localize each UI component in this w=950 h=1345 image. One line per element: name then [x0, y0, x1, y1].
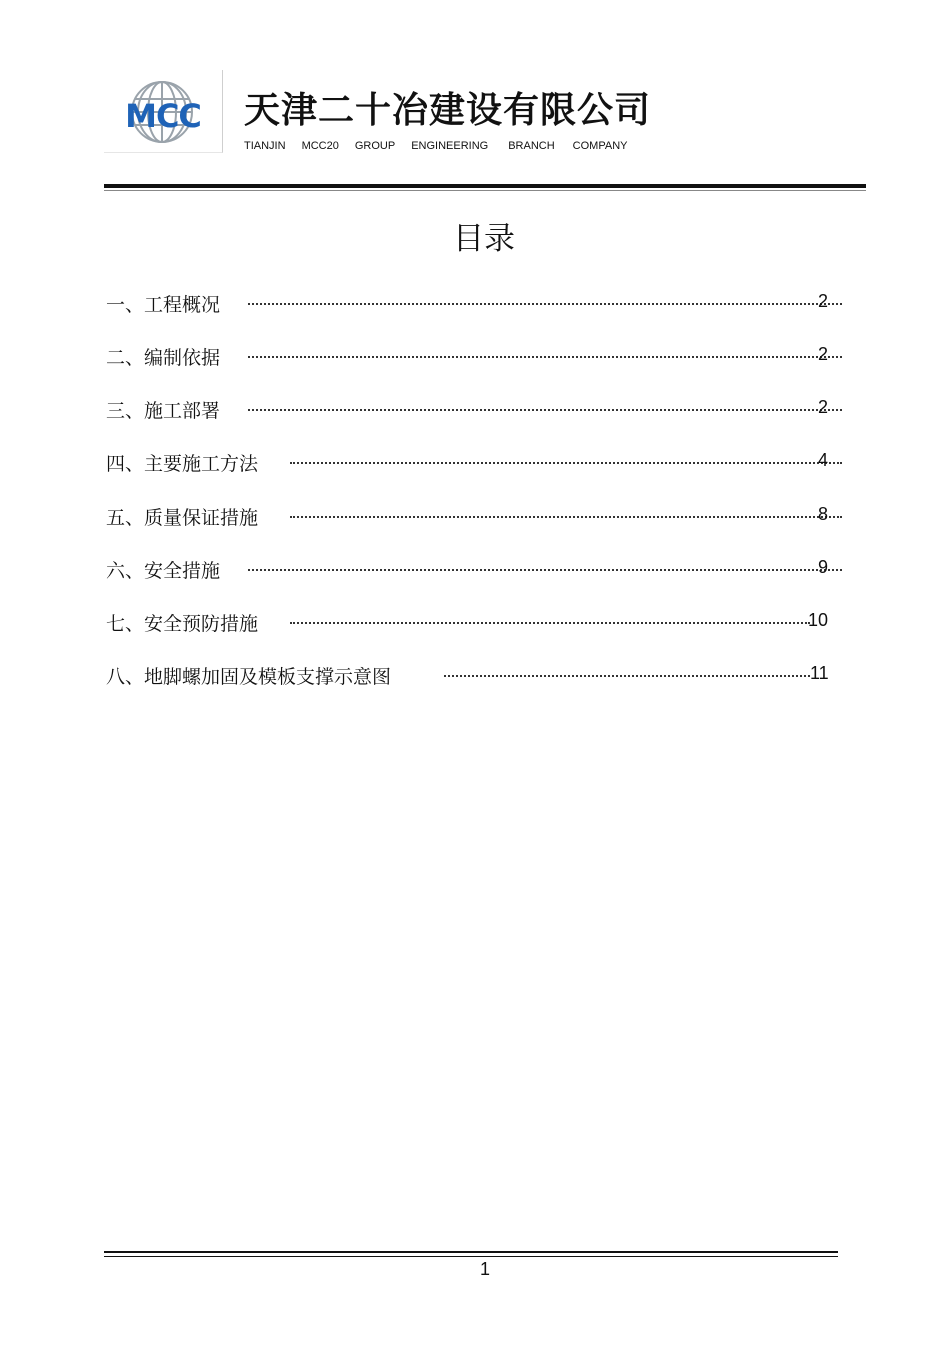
company-en-word: MCC20	[301, 140, 339, 152]
company-en-word: GROUP	[354, 140, 396, 152]
company-logo	[104, 70, 223, 153]
toc-entry-label: 一、工程概况	[106, 294, 221, 316]
toc-entry-page: 2	[818, 291, 829, 311]
toc-entry[interactable]	[106, 449, 842, 479]
toc-leader-dots	[290, 462, 842, 464]
toc-entry[interactable]	[106, 290, 842, 320]
footer-divider	[104, 1251, 838, 1253]
toc-entry[interactable]	[106, 343, 842, 373]
company-name: 天津二十冶建设有限公司	[244, 90, 652, 131]
company-en-word: TIANJIN	[244, 140, 286, 152]
footer-divider-thin	[104, 1256, 838, 1257]
header-divider-thin	[104, 190, 866, 191]
toc-entry[interactable]	[106, 396, 842, 426]
toc-entry-label: 二、编制依据	[106, 347, 221, 369]
toc-entry-label: 五、质量保证措施	[106, 507, 259, 529]
mcc-globe-logo	[104, 70, 222, 152]
company-name-english	[244, 140, 643, 152]
toc-entry[interactable]	[106, 503, 842, 533]
toc-leader-dots	[444, 675, 810, 677]
toc-entry-page: 8	[818, 504, 829, 524]
toc-entry-label: 三、施工部署	[106, 400, 221, 422]
toc-entry-label: 八、地脚螺加固及模板支撑示意图	[106, 666, 392, 688]
toc-leader-dots	[248, 409, 842, 411]
company-en-word: COMPANY	[572, 140, 628, 152]
company-en-word: BRANCH	[508, 140, 555, 152]
toc-entry-page: 2	[818, 344, 829, 364]
toc-entry[interactable]	[106, 662, 842, 692]
page-number: 1	[479, 1259, 490, 1279]
logo-text: MCC	[125, 97, 201, 135]
toc-leader-dots	[290, 622, 810, 624]
toc-entry-page: 11	[810, 663, 829, 683]
toc-title: 目录	[453, 221, 515, 257]
toc-entry-label: 四、主要施工方法	[106, 453, 259, 475]
toc-leader-dots	[248, 356, 842, 358]
header-divider	[104, 184, 866, 188]
toc-leader-dots	[248, 569, 842, 571]
toc-entry-page: 10	[808, 610, 829, 630]
toc-entry-page: 4	[818, 450, 829, 470]
toc-entry[interactable]	[106, 609, 842, 639]
toc-entry-label: 六、安全措施	[106, 560, 221, 582]
toc-entry-page: 9	[818, 557, 829, 577]
company-en-word: ENGINEERING	[411, 140, 489, 152]
toc-leader-dots	[290, 516, 842, 518]
toc-leader-dots	[248, 303, 842, 305]
toc-entry-page: 2	[818, 397, 829, 417]
toc-entry[interactable]	[106, 556, 842, 586]
toc-entry-label: 七、安全预防措施	[106, 613, 259, 635]
